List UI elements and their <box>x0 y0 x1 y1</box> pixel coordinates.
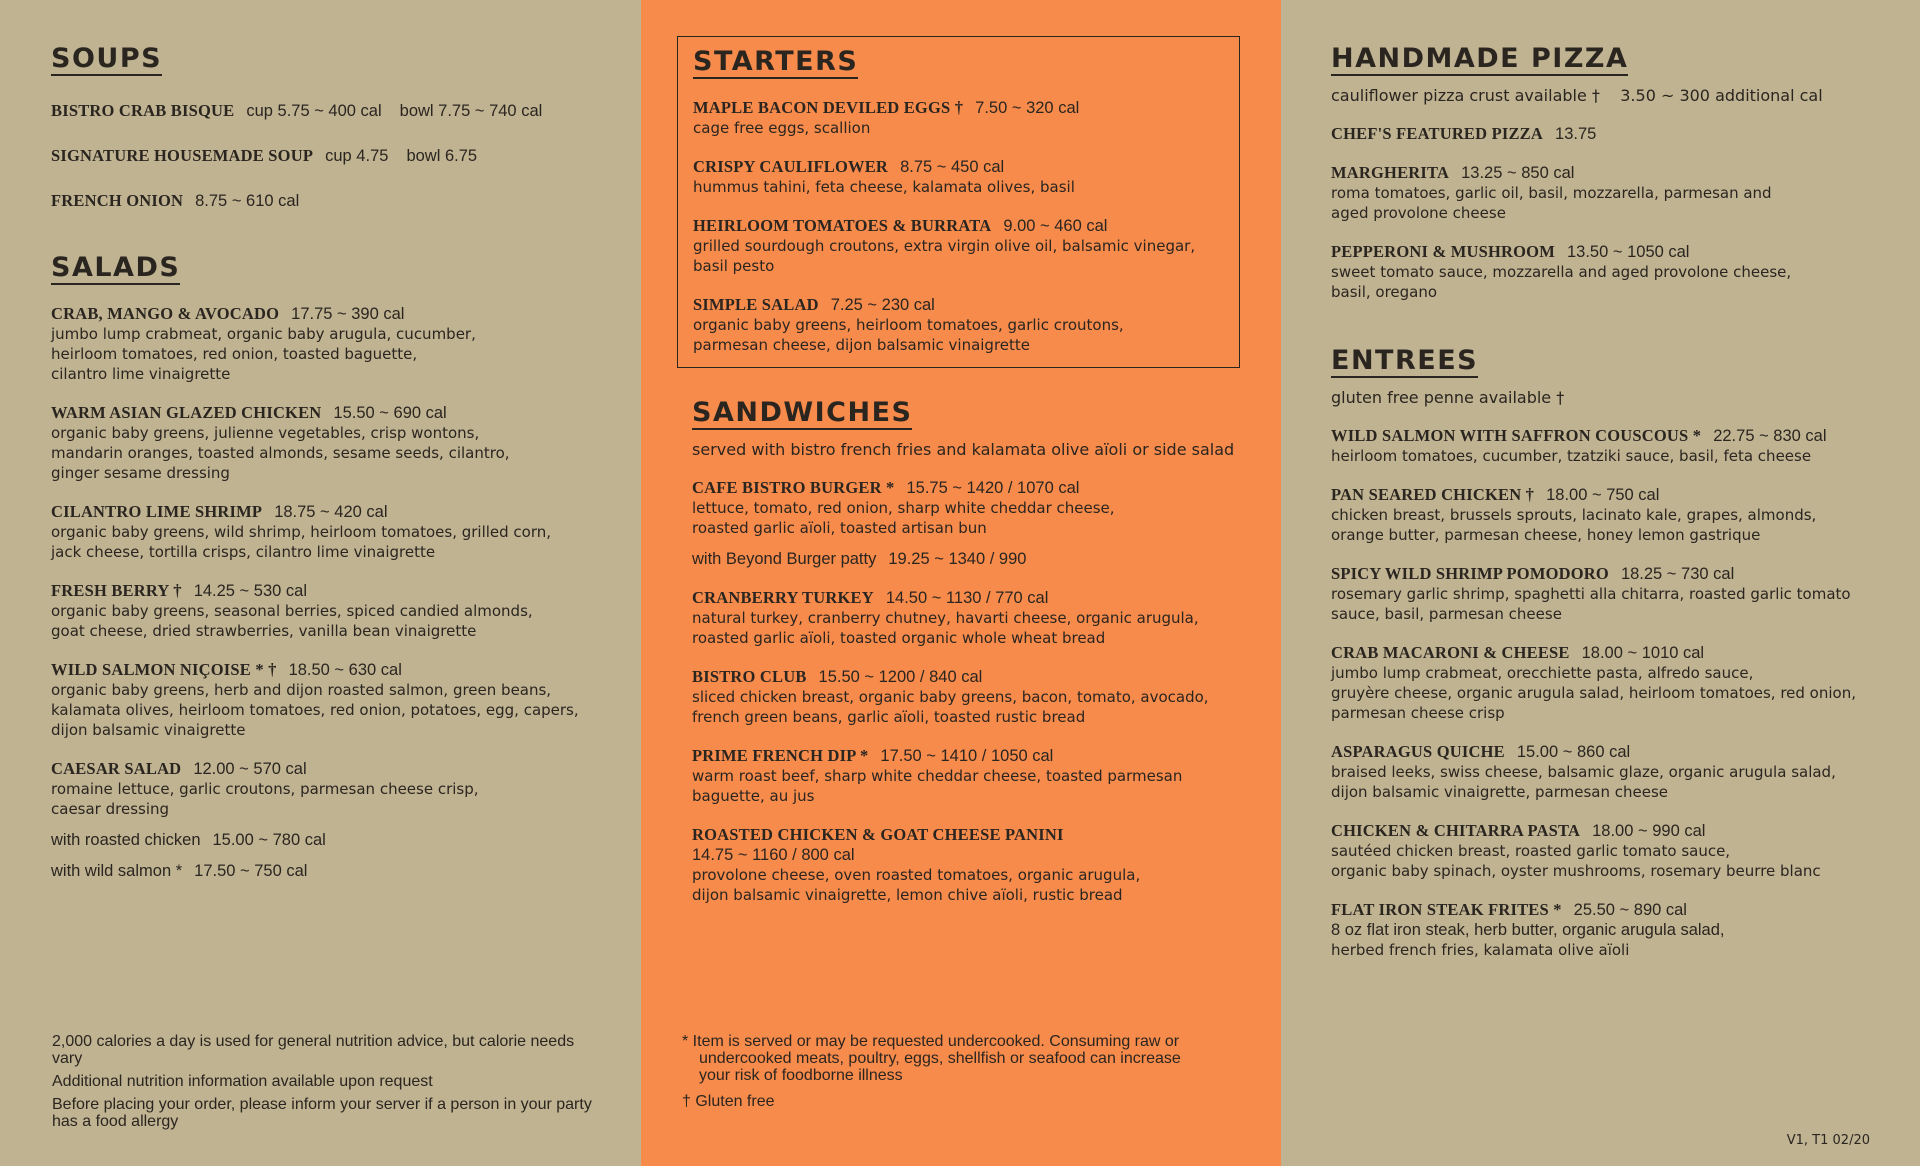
item-description: organic baby greens, wild shrimp, heirloom tomatoes, grilled corn, <box>51 523 552 541</box>
pizza-note: cauliflower pizza crust available † 3.50 ~ 300 additional cal <box>1331 86 1823 105</box>
item-price: 8.75 ~ 610 cal <box>195 192 300 210</box>
item-description: lettuce, tomato, red onion, sharp white cheddar cheese, <box>692 499 1115 517</box>
item-name: CAESAR SALAD <box>51 759 182 778</box>
item-description: baguette, au jus <box>692 787 815 805</box>
item-price: 15.50 ~ 1200 / 840 cal <box>818 668 983 686</box>
item-description: sautéed chicken breast, roasted garlic tomato sauce, <box>1331 842 1731 860</box>
item-price: 13.75 <box>1555 125 1597 143</box>
undercooked-legend <box>682 1033 1242 1084</box>
item-description: roma tomatoes, garlic oil, basil, mozzarella, parmesan and <box>1331 184 1772 202</box>
menu-item <box>51 101 641 121</box>
item-description: parmesan cheese crisp <box>1331 704 1505 722</box>
item-description: sweet tomato sauce, mozzarella and aged provolone cheese, <box>1331 263 1792 281</box>
extra-price: 15.00 ~ 780 cal <box>212 831 326 849</box>
pizza-list <box>1331 124 1920 302</box>
menu-item <box>1331 242 1920 302</box>
item-name: MARGHERITA <box>1331 163 1450 182</box>
item-description: aged provolone cheese <box>1331 204 1506 222</box>
item-price-bowl: bowl 7.75 ~ 740 cal <box>399 102 543 120</box>
menu-item <box>693 295 1225 355</box>
menu-item <box>1331 485 1920 545</box>
extra-label: with wild salmon * <box>51 862 183 880</box>
item-name: WILD SALMON WITH SAFFRON COUSCOUS * <box>1331 426 1702 445</box>
menu-item <box>1331 163 1920 223</box>
item-price: 14.25 ~ 530 cal <box>193 582 307 600</box>
menu-item <box>51 191 641 211</box>
item-price: 14.50 ~ 1130 / 770 cal <box>885 589 1049 607</box>
footnote-nutrition: Additional nutrition information available upon request <box>52 1073 433 1090</box>
gluten-free-legend: † Gluten free <box>682 1093 775 1110</box>
menu-item <box>51 146 641 166</box>
item-price: 18.75 ~ 420 cal <box>274 503 388 521</box>
item-price: 15.00 ~ 860 cal <box>1516 743 1631 761</box>
item-price: 18.00 ~ 750 cal <box>1546 486 1660 504</box>
item-price: 7.50 ~ 320 cal <box>975 99 1080 117</box>
menu-item <box>693 157 1225 197</box>
item-description: heirloom tomatoes, cucumber, tzatziki sauce, basil, feta cheese <box>1331 447 1812 465</box>
item-price: 13.50 ~ 1050 cal <box>1567 243 1690 261</box>
salads-section <box>51 253 641 881</box>
menu-item <box>692 478 1281 538</box>
item-description: organic baby greens, heirloom tomatoes, garlic croutons, <box>693 316 1124 334</box>
item-description: cilantro lime vinaigrette <box>51 365 231 383</box>
item-description: jack cheese, tortilla crisps, cilantro lime vinaigrette <box>51 543 436 561</box>
item-price: 8.75 ~ 450 cal <box>900 158 1005 176</box>
legend-line: undercooked meats, poultry, eggs, shellfish or seafood can increase <box>699 1050 1181 1067</box>
sandwiches-list <box>692 478 1281 905</box>
item-description: cage free eggs, scallion <box>693 119 871 137</box>
item-description: organic baby spinach, oyster mushrooms, rosemary beurre blanc <box>1331 862 1821 880</box>
item-name: PAN SEARED CHICKEN † <box>1331 485 1535 504</box>
middle-column <box>641 0 1281 1166</box>
item-price: 12.00 ~ 570 cal <box>193 760 307 778</box>
caesar-extra <box>51 830 641 850</box>
item-description: roasted garlic aïoli, toasted artisan bun <box>692 519 987 537</box>
menu-item <box>51 403 641 483</box>
starters-section <box>677 36 1240 368</box>
menu-item <box>692 746 1281 806</box>
item-description: sliced chicken breast, organic baby greens, bacon, tomato, avocado, <box>692 688 1209 706</box>
menu-item <box>693 216 1225 276</box>
item-description: basil pesto <box>693 257 775 275</box>
item-name: CRAB, MANGO & AVOCADO <box>51 304 280 323</box>
item-price: cup 5.75 ~ 400 cal <box>246 102 382 120</box>
item-name: SIGNATURE HOUSEMADE SOUP <box>51 146 314 165</box>
caesar-extra <box>51 861 641 881</box>
menu-item <box>1331 643 1920 723</box>
pizza-heading: HANDMADE PIZZA <box>1331 43 1629 74</box>
item-name: CHEF'S FEATURED PIZZA <box>1331 124 1544 143</box>
entrees-section <box>1331 346 1920 960</box>
item-price: 18.50 ~ 630 cal <box>288 661 402 679</box>
footnote-calories: 2,000 calories a day is used for general nutrition advice, but calorie needs vary <box>52 1033 575 1067</box>
item-description: dijon balsamic vinaigrette <box>51 721 246 739</box>
item-description: herbed french fries, kalamata olive aïoli <box>1331 941 1630 959</box>
left-column <box>0 0 641 1166</box>
item-description: caesar dressing <box>51 800 170 818</box>
item-description: goat cheese, dried strawberries, vanilla bean vinaigrette <box>51 622 477 640</box>
salads-heading: SALADS <box>51 252 181 283</box>
item-price: 9.00 ~ 460 cal <box>1003 217 1108 235</box>
menu-item <box>693 98 1225 138</box>
item-name: SPICY WILD SHRIMP POMODORO <box>1331 564 1609 583</box>
entrees-heading: ENTREES <box>1331 345 1479 376</box>
item-name: SIMPLE SALAD <box>693 295 819 314</box>
item-description: ginger sesame dressing <box>51 464 230 482</box>
item-name: PEPPERONI & MUSHROOM <box>1331 242 1555 261</box>
item-description: provolone cheese, oven roasted tomatoes, organic arugula, <box>692 866 1141 884</box>
item-description: rosemary garlic shrimp, spaghetti alla chitarra, roasted garlic tomato <box>1331 585 1851 603</box>
item-description: parmesan cheese, dijon balsamic vinaigrette <box>693 336 1031 354</box>
item-name: WILD SALMON NIÇOISE * † <box>51 660 277 679</box>
item-description: 14.75 ~ 1160 / 800 cal <box>692 846 855 864</box>
item-price: 25.50 ~ 890 cal <box>1573 901 1687 919</box>
item-price: 17.50 ~ 1410 / 1050 cal <box>880 747 1054 765</box>
nutrition-footnotes <box>52 1033 592 1136</box>
entrees-note: gluten free penne available † <box>1331 388 1565 407</box>
item-description: chicken breast, brussels sprouts, lacinato kale, grapes, almonds, <box>1331 506 1817 524</box>
item-description: gruyère cheese, organic arugula salad, heirloom tomatoes, red onion, <box>1331 684 1856 702</box>
sandwiches-heading: SANDWICHES <box>692 397 913 428</box>
item-price: 7.25 ~ 230 cal <box>830 296 935 314</box>
menu-item <box>692 667 1281 727</box>
item-price-bowl: bowl 6.75 <box>406 147 478 165</box>
item-name: CRAB MACARONI & CHEESE <box>1331 643 1570 662</box>
item-description: sauce, basil, parmesan cheese <box>1331 605 1562 623</box>
item-name: MAPLE BACON DEVILED EGGS † <box>693 98 964 117</box>
soups-list <box>51 101 641 211</box>
extra-price: 17.50 ~ 750 cal <box>194 862 308 880</box>
menu-item <box>692 825 1281 905</box>
menu-item <box>1331 124 1920 144</box>
item-description: roasted garlic aïoli, toasted organic whole wheat bread <box>692 629 1106 647</box>
item-description: mandarin oranges, toasted almonds, sesame seeds, cilantro, <box>51 444 510 462</box>
extra-label: with Beyond Burger patty <box>692 550 877 568</box>
pizza-section <box>1331 44 1920 302</box>
item-price: cup 4.75 <box>325 147 389 165</box>
menu-version: V1, T1 02/20 <box>1786 1133 1870 1148</box>
item-name: CILANTRO LIME SHRIMP <box>51 502 263 521</box>
entrees-list <box>1331 426 1920 960</box>
extra-price: 19.25 ~ 1340 / 990 <box>888 550 1027 568</box>
item-description: organic baby greens, julienne vegetables, crisp wontons, <box>51 424 480 442</box>
menu-item <box>692 588 1281 648</box>
item-price: 18.00 ~ 1010 cal <box>1581 644 1705 662</box>
item-description: heirloom tomatoes, red onion, toasted baguette, <box>51 345 418 363</box>
item-description: grilled sourdough croutons, extra virgin olive oil, balsamic vinegar, <box>693 237 1196 255</box>
menu-item <box>51 502 641 562</box>
item-description: basil, oregano <box>1331 283 1438 301</box>
item-name: CHICKEN & CHITARRA PASTA <box>1331 821 1581 840</box>
item-price: 18.00 ~ 990 cal <box>1592 822 1706 840</box>
item-description: kalamata olives, heirloom tomatoes, red onion, potatoes, egg, capers, <box>51 701 579 719</box>
item-price: 18.25 ~ 730 cal <box>1620 565 1735 583</box>
item-name: CAFE BISTRO BURGER * <box>692 478 895 497</box>
menu-item <box>1331 821 1920 881</box>
sandwiches-section <box>677 368 1281 905</box>
item-name: PRIME FRENCH DIP * <box>692 746 869 765</box>
salads-list <box>51 304 641 819</box>
soups-section <box>51 44 641 211</box>
item-name: BISTRO CLUB <box>692 667 807 686</box>
item-name: ASPARAGUS QUICHE <box>1331 742 1505 761</box>
item-description: french green beans, garlic aïoli, toasted rustic bread <box>692 708 1086 726</box>
menu-item <box>51 581 641 641</box>
item-description: organic baby greens, seasonal berries, spiced candied almonds, <box>51 602 533 620</box>
item-name: CRISPY CAULIFLOWER <box>693 157 889 176</box>
item-description: romaine lettuce, garlic croutons, parmesan cheese crisp, <box>51 780 479 798</box>
item-description: hummus tahini, feta cheese, kalamata olives, basil <box>693 178 1075 196</box>
starters-heading: STARTERS <box>693 46 859 77</box>
item-description: jumbo lump crabmeat, orecchiette pasta, alfredo sauce, <box>1331 664 1754 682</box>
right-column <box>1281 0 1920 1166</box>
item-description: natural turkey, cranberry chutney, havarti cheese, organic arugula, <box>692 609 1199 627</box>
menu-item <box>1331 564 1920 624</box>
item-description: braised leeks, swiss cheese, balsamic glaze, organic arugula salad, <box>1331 763 1836 781</box>
menu-item <box>1331 426 1920 466</box>
legend-line: * Item is served or may be requested undercooked. Consuming raw or <box>682 1033 1180 1050</box>
item-name: HEIRLOOM TOMATOES & BURRATA <box>693 216 992 235</box>
item-name: WARM ASIAN GLAZED CHICKEN <box>51 403 322 422</box>
item-name: FLAT IRON STEAK FRITES * <box>1331 900 1562 919</box>
legend-line: your risk of foodborne illness <box>699 1067 903 1084</box>
item-name: FRENCH ONION <box>51 191 184 210</box>
menu-item <box>51 660 641 740</box>
menu-item <box>1331 900 1920 960</box>
item-description: warm roast beef, sharp white cheddar cheese, toasted parmesan <box>692 767 1183 785</box>
soups-heading: SOUPS <box>51 43 163 74</box>
item-name: CRANBERRY TURKEY <box>692 588 874 607</box>
item-description: orange butter, parmesan cheese, honey lemon gastrique <box>1331 526 1761 544</box>
item-price: 22.75 ~ 830 cal <box>1713 427 1827 445</box>
menu-item <box>51 759 641 819</box>
item-price: 15.75 ~ 1420 / 1070 cal <box>906 479 1080 497</box>
item-description: dijon balsamic vinaigrette, lemon chive aïoli, rustic bread <box>692 886 1123 904</box>
burger-extra <box>692 549 1281 569</box>
sandwiches-note: served with bistro french fries and kalamata olive aïoli or side salad <box>692 440 1235 459</box>
item-description: organic baby greens, herb and dijon roasted salmon, green beans, <box>51 681 552 699</box>
item-name: ROASTED CHICKEN & GOAT CHEESE PANINI <box>692 825 1064 844</box>
symbol-legend <box>682 1033 1242 1119</box>
item-description: dijon balsamic vinaigrette, parmesan cheese <box>1331 783 1669 801</box>
footnote-allergy: Before placing your order, please inform your server if a person in your party has a food allergy <box>52 1096 592 1130</box>
starters-list <box>693 98 1225 355</box>
item-price: 17.75 ~ 390 cal <box>291 305 405 323</box>
extra-label: with roasted chicken <box>51 831 201 849</box>
item-price: 15.50 ~ 690 cal <box>333 404 447 422</box>
item-description: 8 oz flat iron steak, herb butter, organic arugula salad, <box>1331 921 1725 939</box>
item-description: jumbo lump crabmeat, organic baby arugula, cucumber, <box>51 325 476 343</box>
menu-item <box>51 304 641 384</box>
item-name: BISTRO CRAB BISQUE <box>51 101 235 120</box>
item-price: 13.25 ~ 850 cal <box>1461 164 1575 182</box>
item-name: FRESH BERRY † <box>51 581 182 600</box>
menu-item <box>1331 742 1920 802</box>
